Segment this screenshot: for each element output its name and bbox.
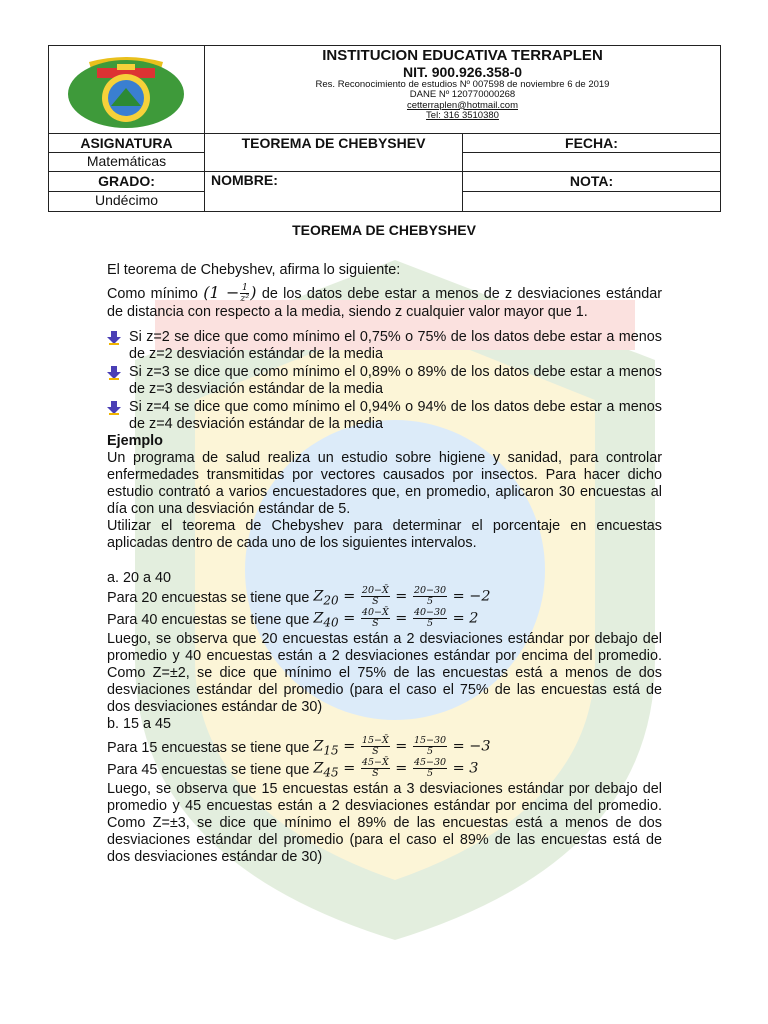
arrow-down-bullet-icon: [107, 329, 129, 350]
nota-value[interactable]: [463, 192, 721, 212]
part-b-conclusion: Luego, se observa que 15 encuestas están a 3 desviaciones estándar por debajo del promedio y 45 encuestas están a 2 desviaciones estándar por encima del promedio. Como Z=±3, se dice que mínimo el 89% de las encuestas está a menos de dos desviaciones estándar del promedio (para el caso el 89% de las encuestas está de dos desviaciones estándar de 30): [107, 781, 662, 865]
instruction-text: Utilizar el teorema de Chebyshev para determinar el porcentaje en encuestas aplicadas dentro de cada uno de los siguientes intervalos.: [107, 518, 662, 551]
institution-email[interactable]: cetterraplen@hotmail.com: [406, 99, 519, 111]
statement-post: de los datos debe estar a menos de z desviaciones estándar de distancia con respecto a la media, siendo z cualquier valor mayor que 1.: [107, 286, 663, 320]
equation-line: Para 45 encuestas se tiene que $Z_{45}$ = $\frac{45-X̄}{S}$ = $\frac{45-30}{5}$ = 3: [107, 757, 479, 780]
equation-line: Para 40 encuestas se tiene que $Z_{40}$ = $\frac{40-X̄}{S}$ = $\frac{40-30}{5}$ = 2: [107, 607, 479, 630]
z-equation: $Z_{15}$ = $\frac{15-X̄}{S}$ = $\frac{15-30}{5}$ = −3: [313, 735, 491, 758]
school-crest-icon: [49, 46, 204, 128]
equation-line: Para 15 encuestas se tiene que $Z_{15}$ = $\frac{15-X̄}{S}$ = $\frac{15-30}{5}$ = −3: [107, 735, 491, 758]
bullet-text: Si z=4 se dice que como mínimo el 0,94% o 94% de los datos debe estar a menos de z=4 desviación estándar de la media: [129, 399, 662, 432]
asignatura-value: Matemáticas: [49, 153, 205, 172]
z-equation: $Z_{40}$ = $\frac{40-X̄}{S}$ = $\frac{40-30}{5}$ = 2: [313, 607, 479, 630]
topic-title: TEOREMA DE CHEBYSHEV: [205, 134, 463, 172]
institution-name: INSTITUCION EDUCATIVA TERRAPLEN: [322, 47, 603, 64]
example-heading: Ejemplo: [107, 433, 163, 449]
z-equation: $Z_{20}$ = $\frac{20-X̄}{S}$ = $\frac{20-30}{5}$ = −2: [313, 585, 491, 608]
institution-tel: Tel: 316 3510380: [426, 110, 499, 122]
part-a-conclusion: Luego, se observa que 20 encuestas están a 2 desviaciones estándar por debajo del promedio y 40 encuestas están a 2 desviaciones estándar por encima del promedio. Como Z=±2, se dice que mínimo el 75% de las encuestas está a menos de dos desviaciones estándar del promedio (para el caso el 75% de las encuestas está de dos desviaciones estándar de 30): [107, 631, 662, 715]
arrow-down-bullet-icon: [107, 364, 129, 385]
institution-nit: NIT. 900.926.358-0: [402, 63, 523, 80]
statement-text: [107, 283, 662, 321]
part-a-label: a. 20 a 40: [107, 570, 172, 586]
document-body: [107, 262, 662, 866]
grado-label: GRADO:: [49, 172, 205, 192]
bullet-text: Si z=2 se dice que como mínimo el 0,75% o 75% de los datos debe estar a menos de z=2 desviación estándar de la media: [129, 329, 662, 362]
bullet-text: Si z=3 se dice que como mínimo el 0,89% o 89% de los datos debe estar a menos de z=3 desviación estándar de la media: [129, 364, 662, 397]
z-equation: $Z_{45}$ = $\frac{45-X̄}{S}$ = $\frac{45-30}{5}$ = 3: [313, 757, 479, 780]
institution-info: [205, 46, 721, 134]
equation-line: Para 20 encuestas se tiene que $Z_{20}$ = $\frac{20-X̄}{S}$ = $\frac{20-30}{5}$ = −2: [107, 585, 491, 608]
statement-pre: Como mínimo: [107, 286, 198, 302]
bullet-item: [107, 399, 662, 433]
institution-resolution: Res. Reconocimiento de estudios Nº 007598 de noviembre 6 de 2019: [315, 78, 610, 90]
fecha-label: FECHA:: [463, 134, 721, 153]
bullet-item: [107, 329, 662, 363]
fecha-value[interactable]: [463, 153, 721, 172]
asignatura-label: ASIGNATURA: [49, 134, 205, 153]
header-table: [48, 45, 721, 212]
example-text: Un programa de salud realiza un estudio sobre higiene y sanidad, para controlar enfermedades transmitidas por vectores causados por insectos. Para hacer dicho estudio contrató a varios encuestadores que, en promedio, aplicaron 30 encuestas al día con una desviación estándar de 5.: [107, 450, 662, 517]
institution-dane: DANE Nº 120770000268: [409, 89, 516, 101]
bullet-item: [107, 364, 662, 398]
logo-cell: [49, 46, 205, 134]
part-b-label: b. 15 a 45: [107, 716, 172, 732]
intro-text: El teorema de Chebyshev, afirma lo siguiente:: [107, 262, 401, 278]
grado-value: Undécimo: [49, 192, 205, 212]
statement-formula: (1 − $\frac{1}{\text{z²}}$ ): [203, 282, 257, 304]
nota-label: NOTA:: [463, 172, 721, 192]
doc-title: TEOREMA DE CHEBYSHEV: [292, 222, 476, 238]
nombre-label: NOMBRE:: [205, 172, 463, 212]
arrow-down-bullet-icon: [107, 399, 129, 420]
